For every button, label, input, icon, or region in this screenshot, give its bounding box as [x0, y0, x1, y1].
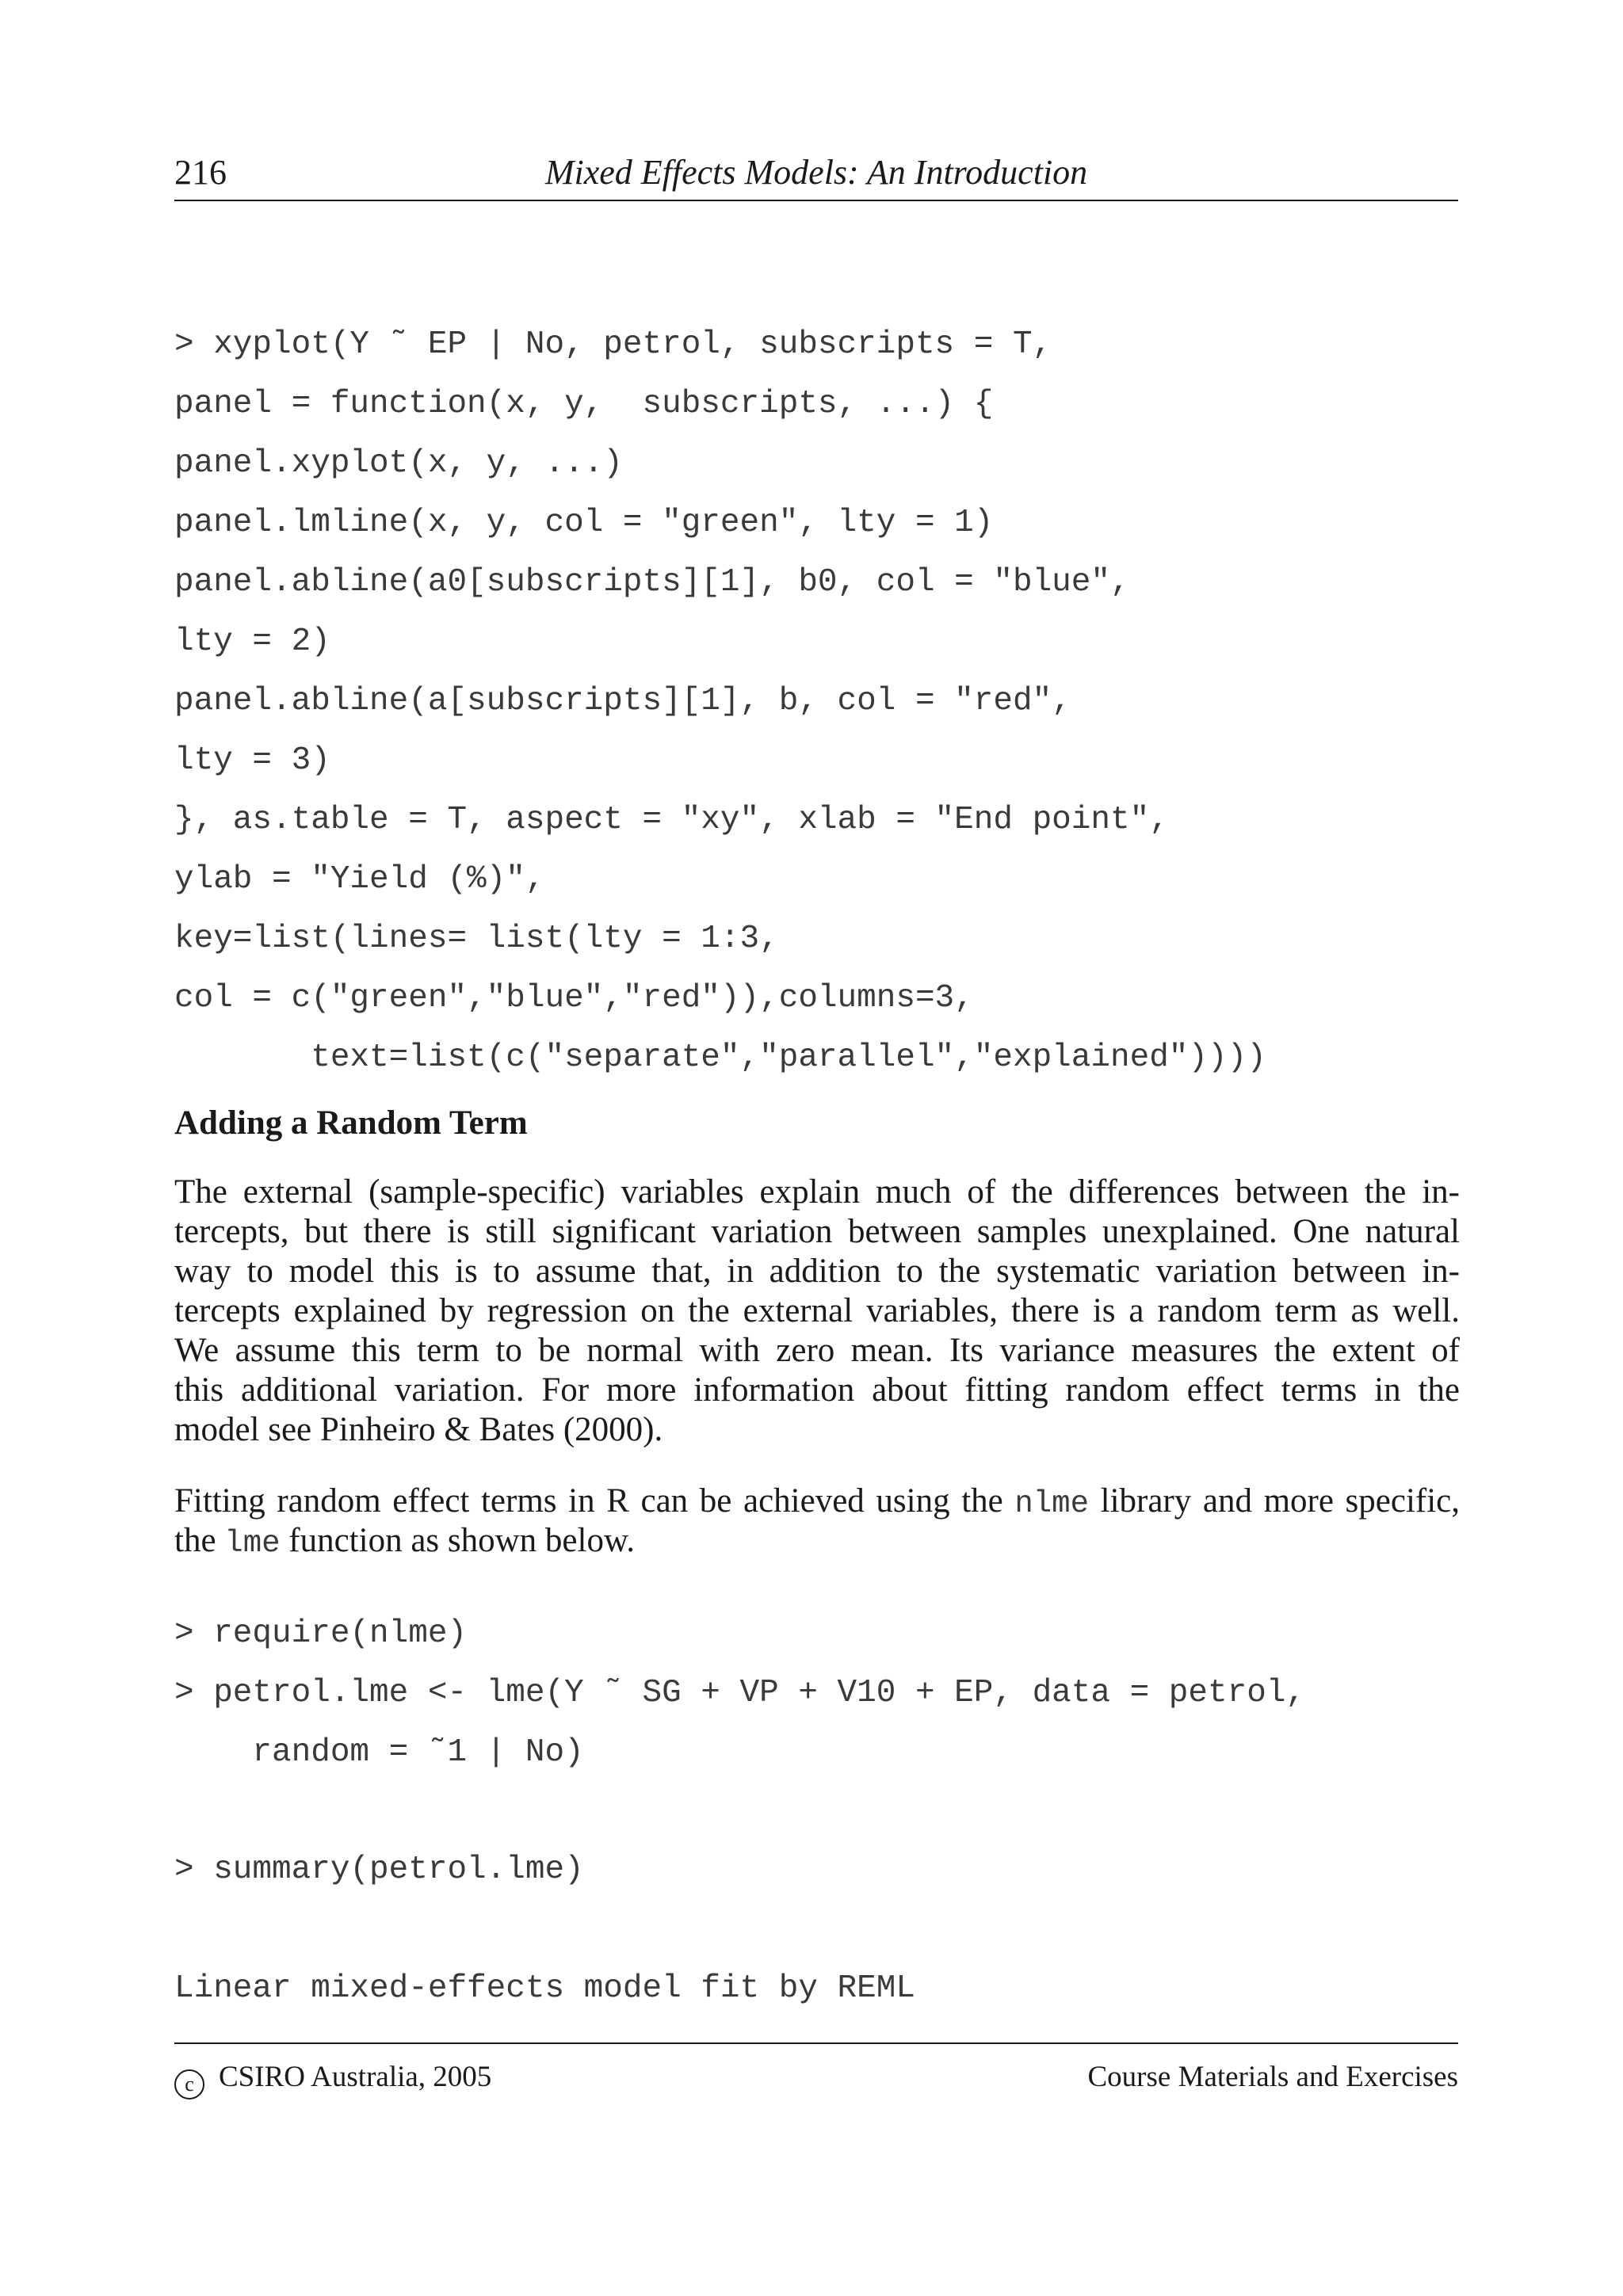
code-line: panel.abline(a0[subscripts][1], b0, col = "blue",	[174, 564, 1130, 601]
paragraph-text: the	[174, 1522, 225, 1559]
code-block-summary	[174, 1840, 1474, 1900]
code-line: > summary(petrol.lme)	[174, 1852, 584, 1888]
code-line: ylab = "Yield (%)",	[174, 861, 545, 898]
paragraph-text: library and more specific,	[1089, 1482, 1460, 1520]
paragraph-line: The external (sample-specific) variables explain much of the differences between the in-	[174, 1173, 1460, 1211]
code-line: lty = 2)	[174, 624, 330, 660]
code-line: random = ˜1 | No)	[174, 1734, 584, 1771]
code-line: > petrol.lme <- lme(Y ˜ SG + VP + V10 + EP, data = petrol,	[174, 1675, 1306, 1711]
paragraph-line: this additional variation. For more information about fitting random effect terms in the	[174, 1371, 1460, 1409]
code-line: lty = 3)	[174, 742, 330, 779]
code-line: key=list(lines= list(lty = 1:3,	[174, 921, 779, 957]
paragraph-line: tercepts, but there is still significant variation between samples unexplained. One natural	[174, 1213, 1460, 1250]
code-block-lme	[174, 1604, 1474, 1783]
paragraph-line: way to model this is to assume that, in addition to the systematic variation between in-	[174, 1253, 1460, 1290]
paragraph-nlme	[174, 1482, 1460, 1561]
paragraph-line: We assume this term to be normal with zero mean. Its variance measures the extent of	[174, 1332, 1460, 1369]
paragraph-text: function as shown below.	[280, 1522, 635, 1559]
inline-code-lme: lme	[224, 1526, 281, 1561]
code-line: }, as.table = T, aspect = "xy", xlab = "End point",	[174, 802, 1169, 838]
code-line: panel = function(x, y, subscripts, ...) {	[174, 386, 994, 422]
paragraph-line	[174, 1482, 1460, 1521]
code-line: Linear mixed-effects model fit by REML	[174, 1970, 915, 2007]
code-line: text=list(c("separate","parallel","explained"))))	[174, 1039, 1266, 1076]
code-block-xyplot	[174, 315, 1474, 1088]
code-line: panel.lmline(x, y, col = "green", lty = 1)	[174, 505, 994, 541]
code-line: col = c("green","blue","red")),columns=3,	[174, 980, 974, 1016]
paragraph-line: tercepts explained by regression on the external variables, there is a random term as well.	[174, 1292, 1460, 1329]
copyright-icon: c	[174, 2069, 204, 2100]
paragraph-random-term	[174, 1173, 1460, 1450]
footer-copyright	[174, 2060, 491, 2100]
code-line: panel.xyplot(x, y, ...)	[174, 445, 623, 482]
code-block-output	[174, 1959, 1474, 2019]
paragraph-text: Fitting random effect terms in R can be achieved using the	[174, 1482, 1015, 1520]
paragraph-line: model see Pinheiro & Bates (2000).	[174, 1411, 663, 1448]
section-heading: Adding a Random Term	[174, 1104, 528, 1142]
code-line: > require(nlme)	[174, 1615, 468, 1652]
code-line: panel.abline(a[subscripts][1], b, col = "red",	[174, 683, 1071, 719]
page-footer	[174, 2042, 1458, 2096]
page-number: 216	[174, 153, 227, 192]
inline-code-nlme: nlme	[1014, 1486, 1089, 1521]
footer-left-text: CSIRO Australia, 2005	[219, 2061, 492, 2093]
running-title: Mixed Effects Models: An Introduction	[544, 153, 1088, 192]
paragraph-line	[174, 1521, 1460, 1561]
code-line: > xyplot(Y ˜ EP | No, petrol, subscripts = T,	[174, 326, 1052, 363]
footer-right-text: Course Materials and Exercises	[1087, 2061, 1458, 2093]
page-header	[174, 152, 1458, 201]
